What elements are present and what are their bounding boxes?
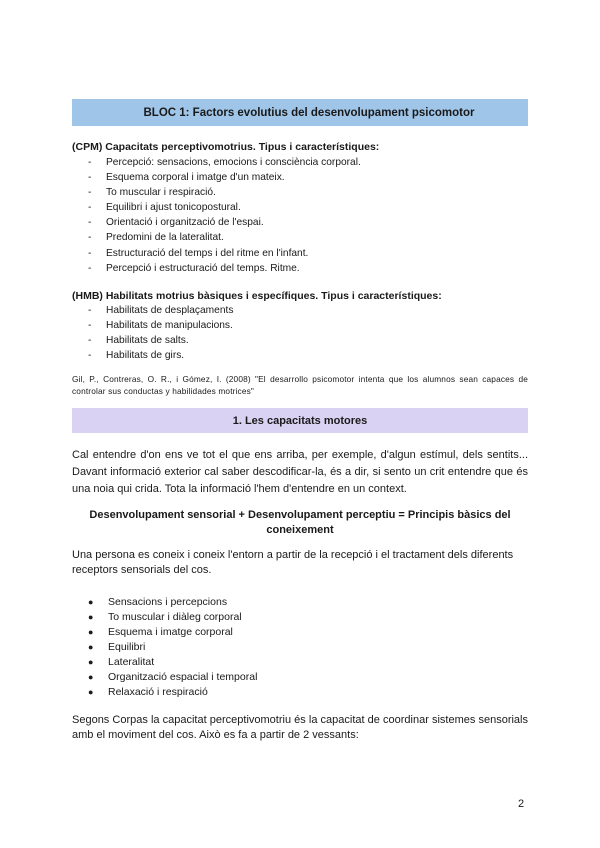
section-title: 1. Les capacitats motores [232,414,368,427]
list-item: - Predomini de la lateralitat. [88,232,224,244]
section-title-banner [72,408,528,433]
paragraph-2: Una persona es coneix i coneix l'entorn a partir de la recepció i el tractament dels diferents receptors sensorials del cos. [72,549,514,576]
list-item: - Habilitats de girs. [88,350,185,362]
page-number: 2 [518,798,525,810]
paragraph-3: Segons Corpas la capacitat perceptivomotriu és la capacitat de coordinar sistemes sensorials amb el moviment del cos. Això es fa a partir de 2 vessants: [72,714,528,741]
list-item: - Percepció: sensacions, emocions i consciència corporal. [88,157,361,168]
citation: Gil, P., Contreras, O. R., i Gómez, I. (2008) "El desarrollo psicomotor intenta que los alumnos sean capaces de controlar sus conductas y habilidades motrices" [72,374,528,396]
list-item: ● Sensacions i percepcions [88,596,228,608]
list-item: ● Equilibri [88,641,146,653]
bullet-list [88,595,257,700]
list-item: - Orientació i organització de l'espai. [88,217,264,229]
list-item: ● Organització espacial i temporal [88,671,258,683]
list-item: - Habilitats de desplaçaments [88,305,234,316]
equation-heading: Desenvolupament sensorial + Desenvolupament perceptiu = Principis bàsics del coneixement [89,509,511,536]
list-item: ● Relaxació i respiració [88,686,208,698]
list-item: - Habilitats de salts. [88,335,189,347]
bloc-title-banner [72,99,528,126]
hmb-heading: (HMB) Habilitats motrius bàsiques i específiques. Tipus i característiques: [72,290,442,302]
list-item: ● Lateralitat [88,656,155,668]
hmb-list [88,303,233,363]
bloc-title: BLOC 1: Factors evolutius del desenvolupament psicomotor [143,106,475,119]
paragraph-1: Cal entendre d'on ens ve tot el que ens arriba, per exemple, d'algun estímul, dels sentits... Davant informació exterior cal saber descodificar-la, és a dir, si sento un crit entendre que és una noia qui crida. Tota la informació l'hem d'entendre en un context. [72,449,528,495]
list-item: - Equilibri i ajust tonicopostural. [88,202,241,214]
list-item: - Esquema corporal i imatge d'un mateix. [88,172,285,184]
list-item: ● To muscular i diàleg corporal [88,611,242,623]
list-item: ● Esquema i imatge corporal [88,626,233,638]
list-item: - Habilitats de manipulacions. [88,320,233,332]
list-item: - To muscular i respiració. [88,187,216,199]
cpm-heading: (CPM) Capacitats perceptivomotrius. Tipus i característiques: [72,141,380,153]
list-item: - Percepció i estructuració del temps. Ritme. [88,262,300,274]
cpm-list [88,155,361,276]
list-item: - Estructuració del temps i del ritme en l'infant. [88,247,309,259]
